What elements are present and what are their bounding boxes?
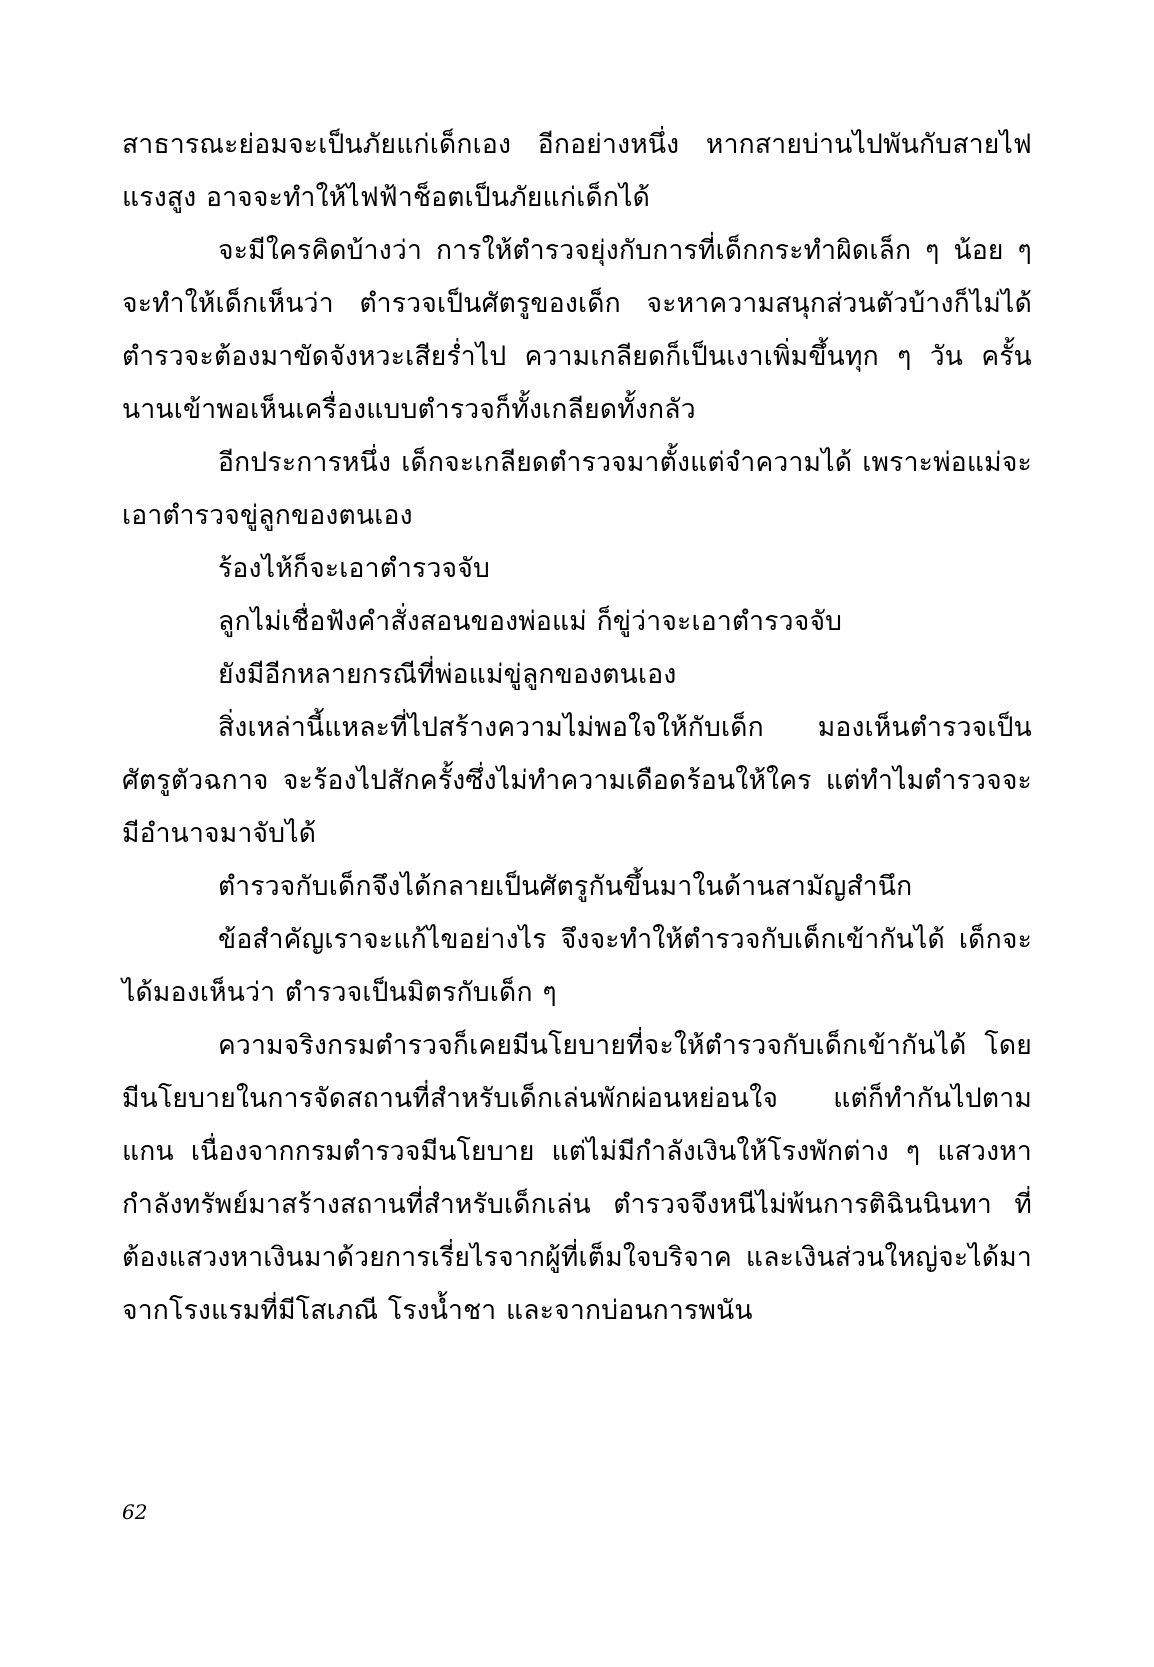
paragraph-2: จะมีใครคิดบ้างว่า การให้ตำรวจยุ่งกับการที่เด็กกระทำผิดเล็ก ๆ น้อย ๆ จะทำให้เด็กเห็นว่า ตำรวจเป็นศัตรูของเด็ก จะหาความสนุกส่วนตัวบ้างก็ไม่ได้ ตำรวจะต้องมาขัดจังหวะเสียร่ำไป ความเกลียดก็เป็นเงาเพิ่มขึ้นทุก ๆ วัน ครั้นนานเข้าพอเห็นเครื่องแบบตำรวจก็ทั้งเกลียดทั้งกลัว [122, 235, 1032, 425]
paragraph-5: ลูกไม่เชื่อฟังคำสั่งสอนของพ่อแม่ ก็ขู่ว่าจะเอาตำรวจจับ [218, 606, 843, 637]
page-number: 62 [122, 1500, 148, 1524]
paragraph-3: อีกประการหนึ่ง เด็กจะเกลียดตำรวจมาตั้งแต่จำความได้ เพราะพ่อแม่จะเอาตำรวจขู่ลูกของตนเอง [122, 447, 1032, 531]
paragraph-8: ตำรวจกับเด็กจึงได้กลายเป็นศัตรูกันขึ้นมาในด้านสามัญสำนึก [218, 871, 913, 902]
paragraph-7: สิ่งเหล่านี้แหละที่ไปสร้างความไม่พอใจให้กับเด็ก มองเห็นตำรวจเป็นศัตรูตัวฉกาจ จะร้องไปสักครั้งซึ่งไม่ทำความเดือดร้อนให้ใคร แต่ทำไมตำรวจจะมีอำนาจมาจับได้ [122, 712, 1032, 849]
paragraph-4: ร้องไห้ก็จะเอาตำรวจจับ [218, 553, 491, 584]
paragraph-6: ยังมีอีกหลายกรณีที่พ่อแม่ขู่ลูกของตนเอง [218, 659, 677, 690]
paragraph-9: ข้อสำคัญเราจะแก้ไขอย่างไร จึงจะทำให้ตำรวจกับเด็กเข้ากันได้ เด็กจะได้มองเห็นว่า ตำรวจเป็นมิตรกับเด็ก ๆ [122, 924, 1032, 1008]
paragraph-10: ความจริงกรมตำรวจก็เคยมีนโยบายที่จะให้ตำรวจกับเด็กเข้ากันได้ โดยมีนโยบายในการจัดสถานที่สำหรับเด็กเล่นพักผ่อนหย่อนใจ แต่ก็ทำกันไปตามแกน เนื่องจากกรมตำรวจมีนโยบาย แต่ไม่มีกำลังเงินให้โรงพักต่าง ๆ แสวงหากำลังทรัพย์มาสร้างสถานที่สำหรับเด็กเล่น ตำรวจจึงหนีไม่พ้นการติฉินนินทา ที่ต้องแสวงหาเงินมาด้วยการเรี่ยไรจากผู้ที่เต็มใจบริจาค และเงินส่วนใหญ่จะได้มาจากโรงแรมที่มีโสเภณี โรงน้ำชา และจากบ่อนการพนัน [122, 1030, 1032, 1326]
paragraph-1: สาธารณะย่อมจะเป็นภัยแก่เด็กเอง อีกอย่างหนึ่ง หากสายบ่านไปพันกับสายไฟแรงสูง อาจจะทำให้ไฟฟ้าช็อตเป็นภัยแก่เด็กได้ [122, 129, 1032, 213]
body-text [122, 118, 1032, 1337]
